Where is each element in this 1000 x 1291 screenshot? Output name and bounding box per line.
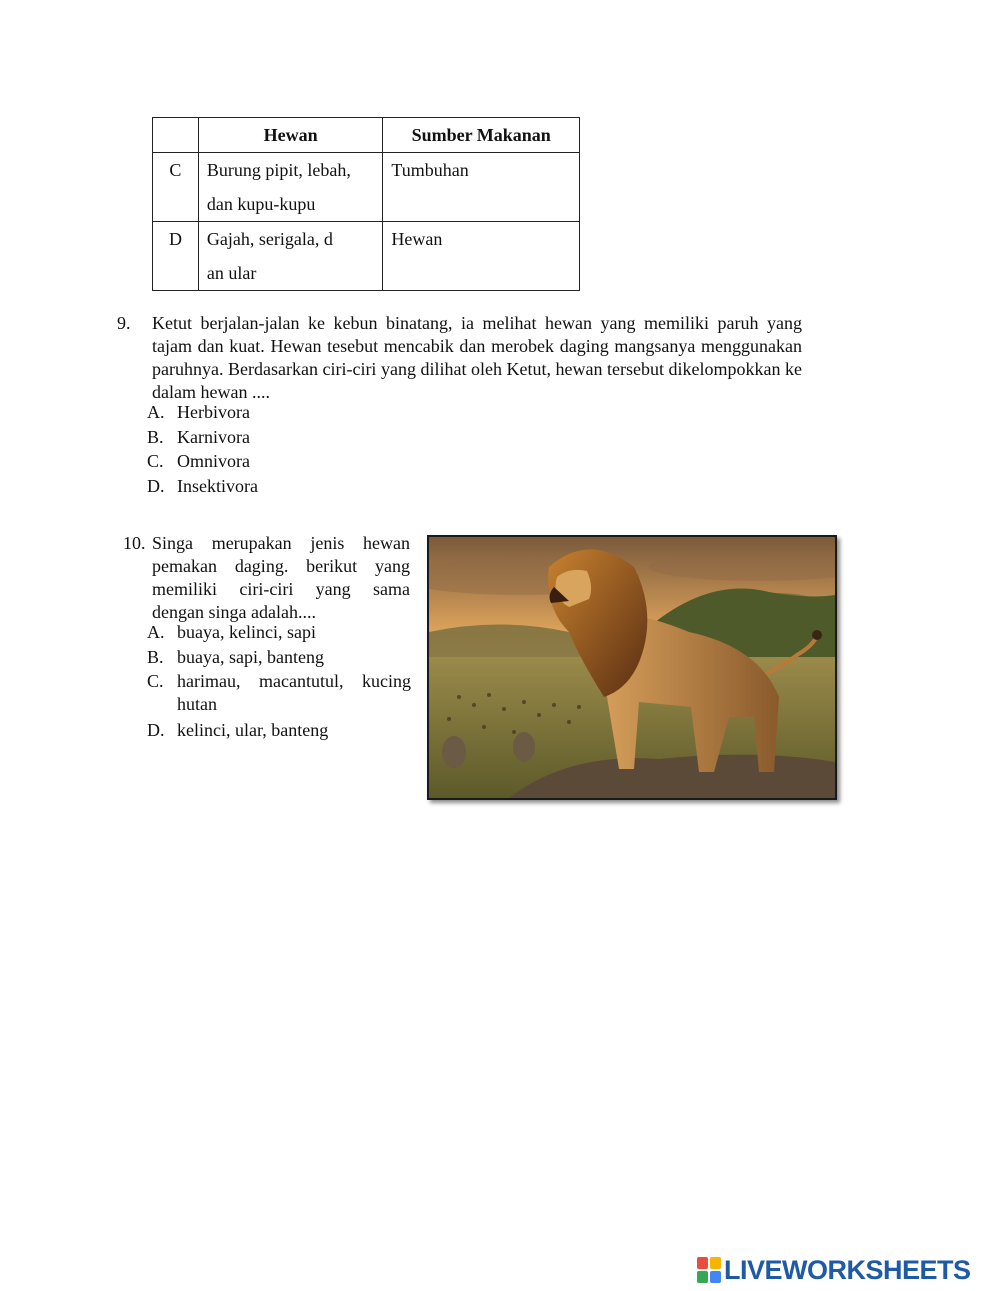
table-cell-animal (198, 222, 383, 291)
answer-option[interactable] (147, 450, 647, 475)
table-cell-letter: C (153, 153, 199, 222)
option-text: harimau, macantutul, kucing hutan (177, 671, 411, 714)
option-text: kelinci, ular, banteng (177, 720, 329, 740)
table-header-food-source: Sumber Makanan (383, 118, 580, 153)
liveworksheets-logo-text: LIVEWORKSHEETS (724, 1255, 971, 1285)
liveworksheets-logo[interactable] (697, 1255, 997, 1285)
answer-option[interactable] (147, 646, 417, 671)
table-header-animal: Hewan (198, 118, 383, 153)
answer-option[interactable] (147, 670, 417, 719)
table-row (153, 153, 580, 222)
question-stem: Singa merupakan jenis hewan pemakan daging. berikut yang memiliki ciri-ciri yang sama dengan singa adalah.... (152, 533, 410, 622)
option-letter: D. (147, 720, 165, 740)
option-text: Herbivora (177, 402, 250, 422)
table-cell-animal-line: dan kupu-kupu (206, 194, 316, 214)
answer-option[interactable] (147, 401, 647, 426)
answer-option[interactable] (147, 475, 647, 500)
question-number: 9. (117, 313, 131, 333)
option-letter: B. (147, 646, 164, 667)
option-letter: B. (147, 426, 164, 447)
question-stem: Ketut berjalan-jalan ke kebun binatang, ia melihat hewan yang memiliki paruh yang tajam dan kuat. Hewan tesebut mencabik dan merobek daging mangsanya menggunakan paruhnya. Berdasarkan ciri-ciri yang dilihat oleh Ketut, hewan tersebut dikelompokkan ke dalam hewan .... (152, 313, 802, 402)
option-letter: A. (147, 622, 165, 642)
liveworksheets-logo-icon (697, 1257, 721, 1283)
option-text: Karnivora (177, 426, 250, 447)
table-header-letter (153, 118, 199, 153)
table-cell-animal-line: Gajah, serigala, d (206, 229, 333, 249)
table-header-row (153, 118, 580, 153)
table-cell-food: Hewan (383, 222, 580, 291)
question-number: 10. (123, 533, 146, 553)
option-text: buaya, sapi, banteng (177, 646, 324, 667)
option-text: buaya, kelinci, sapi (177, 622, 316, 642)
answer-option[interactable] (147, 719, 417, 744)
option-letter: C. (147, 671, 164, 691)
question-10 (123, 532, 413, 762)
animal-food-table (152, 117, 580, 291)
table-cell-food: Tumbuhan (383, 153, 580, 222)
table-cell-animal-line: Burung pipit, lebah, (206, 160, 351, 180)
option-letter: D. (147, 475, 165, 496)
table-cell-letter: D (153, 222, 199, 291)
table-cell-animal (198, 153, 383, 222)
lion-illustration (429, 537, 835, 798)
answer-options (147, 621, 417, 744)
option-letter: A. (147, 402, 165, 422)
option-text: Insektivora (177, 475, 258, 496)
table-row (153, 222, 580, 291)
option-letter: C. (147, 451, 164, 471)
option-text: Omnivora (177, 451, 250, 471)
lion-photo (427, 535, 837, 800)
question-9 (117, 312, 807, 502)
table-cell-animal-line: an ular (206, 263, 257, 283)
answer-option[interactable] (147, 621, 417, 646)
answer-option[interactable] (147, 426, 647, 451)
answer-options (147, 401, 647, 499)
